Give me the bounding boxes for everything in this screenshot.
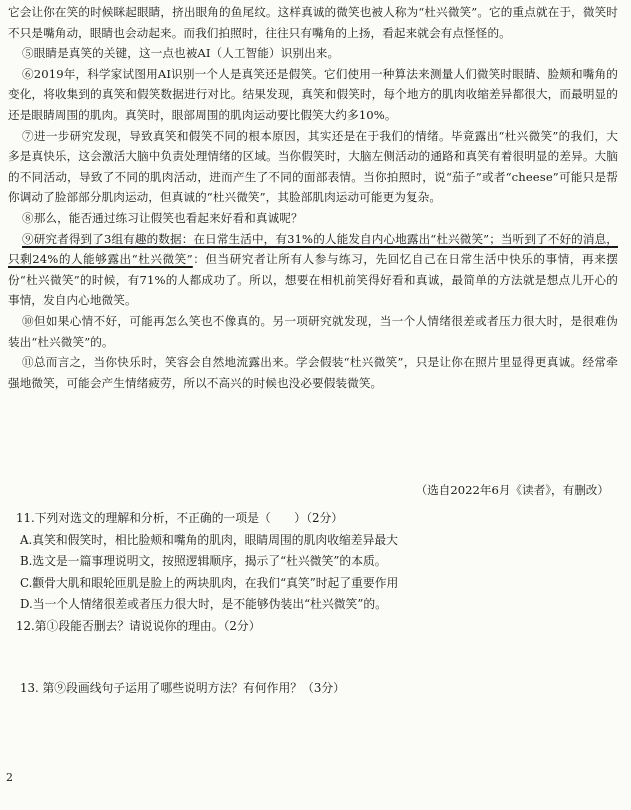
question-11-option-b: B.选文是一篇事理说明文，按照逻辑顺序，揭示了“杜兴微笑”的本质。 (20, 554, 387, 568)
question-11-option-a: A.真笑和假笑时，相比脸颊和嘴角的肌肉，眼睛周围的肌肉收缩差异最大 (20, 532, 398, 547)
paragraph-6: ⑥2019年，科学家试图用AI识别一个人是真笑还是假笑。它们使用一种算法来测量人们微笑时眼睛、脸颊和嘴角的变化，将收集到的真笑和假笑数据进行对比。结果发现，真笑和假笑时，每个地方的肌肉收缩差异都很大，而最明显的还是眼睛周围的肌肉。真笑时，眼部周围的肌肉运动要比假笑大约多10%。 (8, 66, 618, 122)
question-11-option-c: C.颧骨大肌和眼轮匝肌是脸上的两块肌肉，在我们“真笑”时起了重要作用 (20, 575, 399, 590)
paragraph-1-continued: 它会让你在笑的时候眯起眼睛，挤出眼角的鱼尾纹。这样真诚的微笑也被人称为“杜兴微笑”。它的重点就在于，微笑时不只是嘴角动，眼睛也会动起来。而我们拍照时，往往只有嘴角的上扬，看起来就会有点怪怪的。 (8, 5, 618, 40)
question-13: 13. 第⑨段画线句子运用了哪些说明方法？有何作用？（3分） (20, 681, 345, 695)
question-11-stem: 11.下列对选文的理解和分析，不正确的一项是（ ）（2分） (16, 511, 344, 525)
paragraph-5: ⑤眼睛是真笑的关键，这一点也被AI（人工智能）识别出来。 (22, 46, 340, 61)
question-12: 12.第①段能否删去？请说说你的理由。（2分） (16, 618, 261, 633)
paragraph-9-rest: ：但当研究者让所有人参与练习，先回忆自己在日常生活中快乐的事情，再来摆份“杜兴微笑”的时候，有71%的人都成功了。所以，想要在相机前笑得好看和真诚，最简单的方法就是想点儿开心的事情，发自内心地微笑。 (8, 252, 618, 308)
reading-passage (8, 2, 618, 393)
paragraph-10: ⑩但如果心情不好，可能再怎么笑也不像真的。另一项研究就发现，当一个人情绪很差或者压力很大时，是很难伪装出“杜兴微笑”的。 (8, 313, 618, 349)
paragraph-11: ⑪总而言之，当你快乐时，笑容会自然地流露出来。学会假装“杜兴微笑”，只是让你在照片里显得更真诚。经常牵强地微笑，可能会产生情绪疲劳，所以不高兴的时候也没必要假装微笑。 (8, 355, 618, 390)
paragraph-8: ⑧那么，能否通过练习让假笑也看起来好看和真诚呢？ (22, 210, 303, 225)
question-11-option-d: D.当一个人情绪很差或者压力很大时，是不能够伪装出“杜兴微笑”的。 (20, 597, 387, 611)
underlined-sentence: ⑨研究者得到了3组有趣的数据：在日常生活中，有31%的人能发自内心地露出“杜兴微笑”；当听到了不好的消息，只剩24%的人能够露出“杜兴微笑” (8, 231, 618, 267)
paragraph-7: ⑦进一步研究发现，导致真笑和假笑不同的根本原因，其实还是在于我们的情绪。毕竟露出“杜兴微笑”的我们，大多是真快乐，这会激活大脑中负责处理情绪的区域。当你假笑时，大脑左侧活动的通路和真笑有着很明显的差异。大脑的不同活动，导致了不同的肌肉活动，进而产生了不同的面部表情。当你拍照时，说“茄子”或者“cheese”可能只是帮你调动了脸部部分肌肉运动，但真诚的“杜兴微笑”，其脸部肌肉运动可能更为复杂。 (8, 128, 618, 205)
paragraph-9 (8, 229, 618, 311)
source-citation: （选自2022年6月《读者》，有删改） (415, 483, 609, 497)
questions-section (16, 508, 616, 695)
page-number: 2 (6, 771, 13, 784)
